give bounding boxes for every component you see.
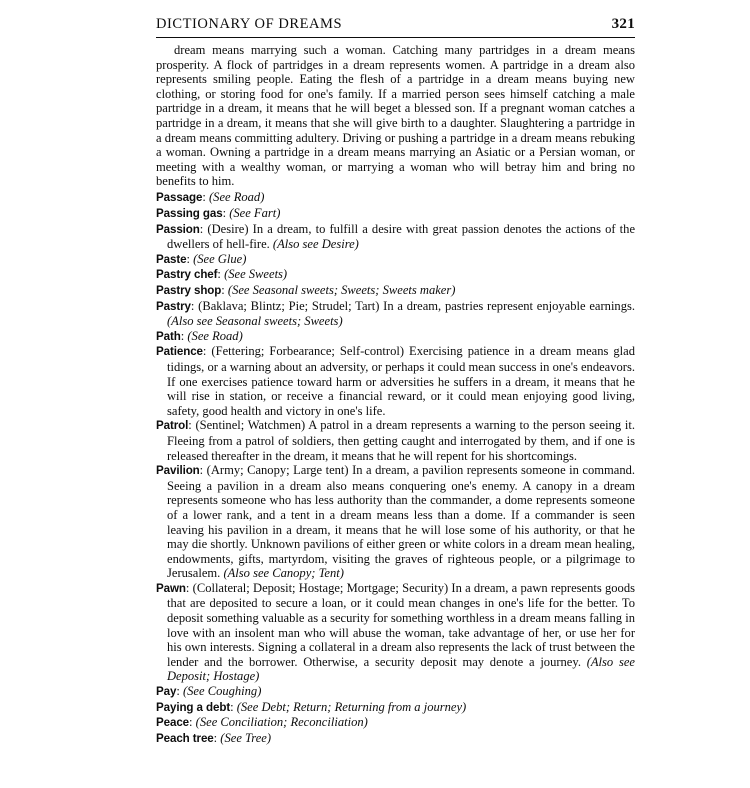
entry-cross-reference: (See Road) [187, 328, 243, 343]
entry-colon: : [217, 267, 221, 282]
dictionary-entry [156, 344, 635, 418]
dictionary-entry [156, 581, 635, 684]
entry-body: (Baklava; Blintz; Pie; Strudel; Tart) In a dream, pastries represent enjoyable earnings. [198, 298, 635, 313]
dictionary-entry [156, 252, 635, 268]
entry-headword: Paste [156, 252, 187, 266]
entry-colon: : [221, 283, 225, 297]
entry-cross-reference: (See Coughing) [182, 684, 262, 699]
entry-cross-reference: (See Debt; Return; Returning from a journey) [236, 699, 467, 714]
entry-headword: Pastry chef [156, 268, 218, 282]
entry-colon: : [202, 190, 206, 205]
entry-colon: : [213, 730, 218, 745]
entry-headword: Pawn [156, 581, 186, 595]
entry-colon: : [185, 580, 190, 595]
entry-cross-reference: (See Seasonal sweets; Sweets; Sweets maker) [227, 283, 456, 297]
entry-headword: Patience [156, 345, 203, 359]
entry-body: (Collateral; Deposit; Hostage; Mortgage; Security) In a dream, a pawn represents goods that are deposited to secure a loan, or it could mean changes in one's life for the better. To deposit something valuable as a security for something worthless in a dream means falling in love with an insolent man who will abuse the woman, take advantage of her, or use her for his own interests. Signing a collateral in a dream also represents the lack of trust between the lender and the borrower. Otherwise, a security deposit may denote a journey. [167, 580, 635, 669]
entry-colon: : [188, 418, 192, 433]
entry-colon: : [186, 251, 190, 266]
text-column [156, 43, 635, 746]
entry-headword: Paying a debt [156, 700, 231, 714]
entry-colon: : [222, 206, 227, 221]
entry-also-see: (Also see Seasonal sweets; Sweets) [167, 314, 343, 329]
entry-colon: : [230, 699, 234, 714]
entry-also-see: (Also see Deposit; Hostage) [167, 654, 635, 684]
dictionary-entry [156, 731, 635, 747]
entry-headword: Path [156, 329, 181, 343]
running-head-title: DICTIONARY OF DREAMS [156, 16, 343, 32]
entry-headword: Pay [156, 685, 177, 699]
entry-list [156, 190, 635, 746]
dictionary-entry [156, 222, 635, 252]
dictionary-entry [156, 684, 635, 700]
dictionary-entry [156, 329, 635, 345]
entry-also-see: (Also see Canopy; Tent) [223, 566, 344, 581]
entry-headword: Pavilion [156, 464, 200, 478]
entry-cross-reference: (See Fart) [229, 206, 281, 221]
entry-headword: Patrol [156, 419, 189, 433]
running-head [156, 16, 635, 36]
entry-headword: Pastry shop [156, 284, 222, 297]
entry-colon: : [190, 298, 195, 313]
entry-headword: Pastry [156, 299, 191, 313]
entry-colon: : [180, 328, 185, 343]
lead-paragraph: dream means marrying such a woman. Catching many partridges in a dream means prosperity. A flock of partridges in a dream represents women. A partridge in a dream also represents smiling people. Eating the flesh of a partridge in a dream means buying new clothing, or storing food for one's family. If a married person sees himself catching a male partridge in a dream, it means that he will beget a blessed son. If a pregnant woman catches a partridge in a dream, it means that she will give birth to a daughter. Slaughtering a partridge in a dream means committing adultery. Driving or pushing a partridge in a dream means rebuking a woman. Owning a partridge in a dream means marrying an Asiatic or a Persian woman, or meeting with a wealthy woman, or marrying a woman who will betray him and bring no benefits to him. [156, 43, 635, 189]
entry-headword: Peach tree [156, 731, 214, 745]
page-number: 321 [611, 16, 635, 32]
entry-colon: : [202, 344, 207, 359]
dictionary-entry [156, 190, 635, 206]
entry-headword: Passion [156, 222, 200, 236]
dictionary-entry [156, 463, 635, 581]
entry-headword: Passing gas [156, 207, 223, 221]
entry-also-see: (Also see Desire) [272, 237, 359, 252]
entry-colon: : [176, 684, 180, 699]
entry-colon: : [199, 221, 204, 236]
header-rule [156, 37, 635, 38]
entry-body: (Sentinel; Watchmen) A patrol in a dream represents a warning to the person seeing it. Fleeing from a patrol of soldiers, then getting caught and interrogated by them, and if one is released thereafter in the dream, it means that he will repent for his shortcomings. [167, 418, 635, 463]
entry-colon: : [189, 715, 193, 730]
dictionary-entry [156, 299, 635, 329]
entry-cross-reference: (See Sweets) [224, 267, 288, 282]
entry-body: (Desire) In a dream, to fulfill a desire with great passion denotes the actions of the dwellers of hell-fire. [167, 221, 636, 252]
entry-headword: Peace [156, 716, 190, 730]
entry-body: (Fettering; Forbearance; Self-control) Exercising patience in a dream means glad tidings, or a warning about an adversity, or perhaps it could mean success in one's endeavors. If one exercises patience toward harm or adversities he suffers in a dream, it means that he will rise in station, or receive a financial reward, or it could mean enjoying good living, safety, good health and victory in one's life. [167, 344, 635, 418]
entry-body: (Army; Canopy; Large tent) In a dream, a pavilion represents someone in command. Seeing a pavilion in a dream also means conquering one's enemy. A canopy in a dream represents someone who has less authority than the commander, a dome represents someone of a lower rank, and a tent in a dream means less than a dome. If a commander is seen leaving his pavilion in a dream, it means that he will lose some of his authority, or that he may die shortly. Unknown pavilions of either green or white colors in a dream mean healing, endowments, gifts, martyrdom, visiting the graves of righteous people, or a pilgrimage to Jerusalem. [167, 463, 635, 581]
entry-cross-reference: (See Glue) [193, 251, 247, 266]
dictionary-entry [156, 206, 635, 222]
entry-cross-reference: (See Tree) [220, 730, 272, 745]
dictionary-entry [156, 700, 635, 716]
dictionary-entry [156, 283, 635, 299]
dictionary-entry [156, 267, 635, 283]
entry-headword: Passage [156, 191, 203, 205]
dictionary-entry [156, 418, 635, 463]
dictionary-entry [156, 715, 635, 731]
entry-colon: : [199, 463, 204, 478]
entry-cross-reference: (See Road) [209, 190, 265, 205]
entry-cross-reference: (See Conciliation; Reconciliation) [195, 715, 368, 730]
